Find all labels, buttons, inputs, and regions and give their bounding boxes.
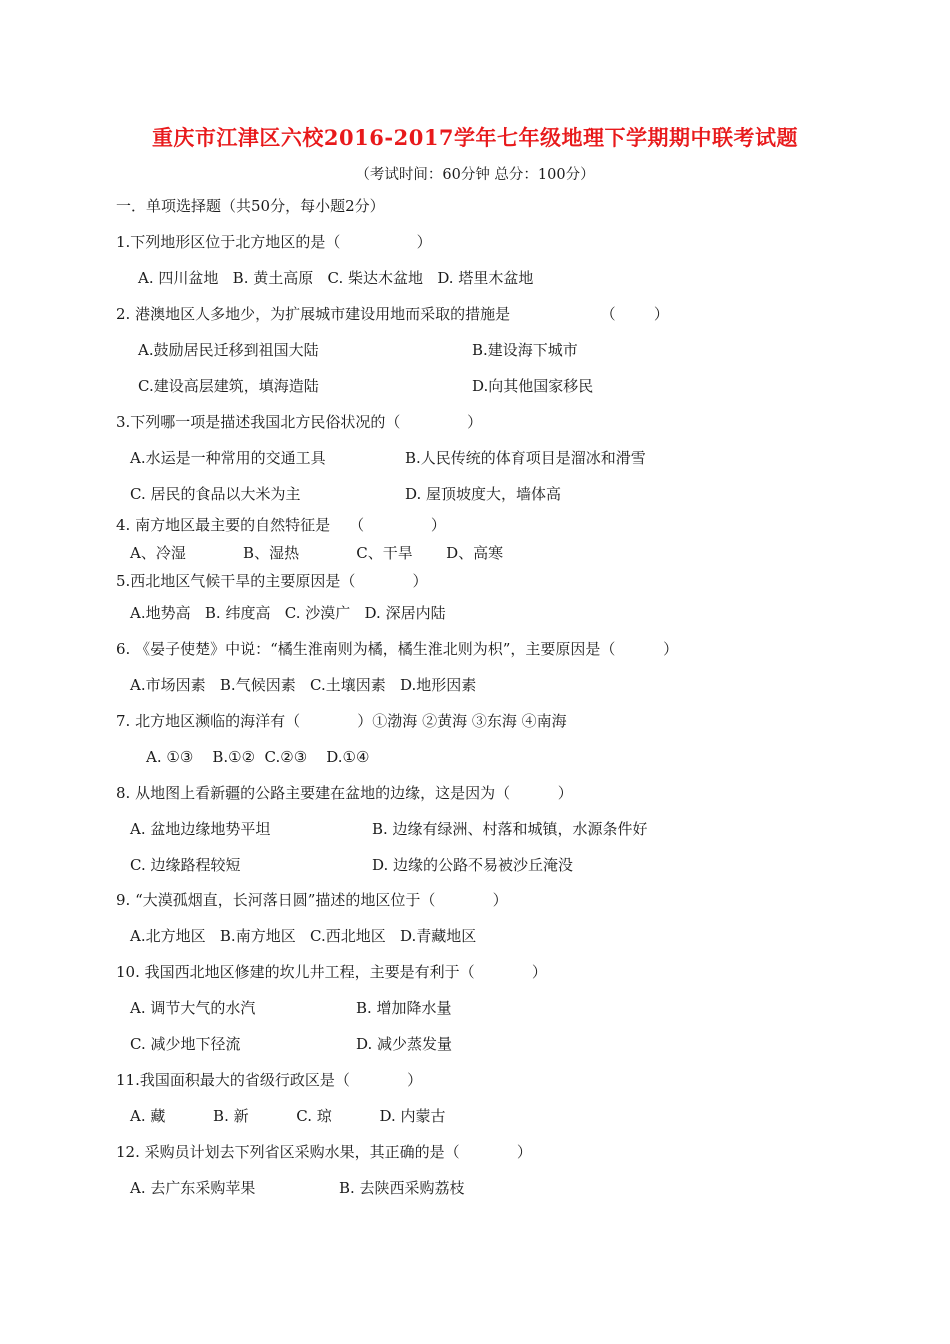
- section-heading: 一．单项选择题（共50分，每小题2分）: [116, 197, 385, 215]
- q8-option-c: C. 边缘路程较短: [130, 856, 241, 874]
- page-title: 重庆市江津区六校2016-2017学年七年级地理下学期期中联考试题: [151, 125, 799, 150]
- exam-info: （考试时间：60分钟 总分：100分）: [355, 167, 595, 183]
- q2-option-a: A.鼓励居民迁移到祖国大陆: [138, 341, 319, 359]
- q8-option-d: D. 边缘的公路不易被沙丘淹没: [372, 856, 574, 874]
- q11-options: A. 藏 B. 新 C. 琼 D. 内蒙古: [130, 1107, 446, 1125]
- q10-option-c: C. 减少地下径流: [130, 1035, 241, 1053]
- q12-option-a: A. 去广东采购苹果: [130, 1179, 256, 1197]
- q2-option-c: C.建设高层建筑，填海造陆: [138, 377, 319, 395]
- q3-option-d: D. 屋顶坡度大，墙体高: [405, 485, 562, 503]
- q7-options: A. ①③ B.①② C.②③ D.①④: [146, 748, 370, 766]
- q1-options: A. 四川盆地 B. 黄土高原 C. 柴达木盆地 D. 塔里木盆地: [138, 269, 534, 287]
- question-1: 1.下列地形区位于北方地区的是（ ）: [116, 233, 432, 251]
- question-4: 4. 南方地区最主要的自然特征是 （ ）: [116, 516, 446, 534]
- q6-options: A.市场因素 B.气候因素 C.土壤因素 D.地形因素: [130, 676, 477, 694]
- q3-option-a: A.水运是一种常用的交通工具: [130, 449, 326, 467]
- question-9: 9. “大漠孤烟直，长河落日圆”描述的地区位于（ ）: [116, 891, 508, 909]
- question-11: 11.我国面积最大的省级行政区是（ ）: [116, 1071, 423, 1089]
- q3-option-b: B.人民传统的体育项目是溜冰和滑雪: [405, 449, 646, 467]
- q10-option-b: B. 增加降水量: [356, 999, 452, 1017]
- question-12: 12. 采购员计划去下列省区采购水果，其正确的是（ ）: [116, 1143, 532, 1161]
- q10-option-d: D. 减少蒸发量: [356, 1035, 453, 1053]
- question-10: 10. 我国西北地区修建的坎儿井工程，主要是有利于（ ）: [116, 963, 547, 981]
- q12-option-b: B. 去陕西采购荔枝: [339, 1179, 465, 1197]
- q8-option-a: A. 盆地边缘地势平坦: [130, 820, 271, 838]
- q2-option-b: B.建设海下城市: [472, 341, 578, 359]
- question-3: 3.下列哪一项是描述我国北方民俗状况的（ ）: [116, 413, 483, 431]
- question-5: 5.西北地区气候干旱的主要原因是（ ）: [116, 572, 428, 590]
- q5-options: A.地势高 B. 纬度高 C. 沙漠广 D. 深居内陆: [130, 604, 446, 622]
- question-6: 6. 《晏子使楚》中说：“橘生淮南则为橘，橘生淮北则为枳”，主要原因是（ ）: [116, 640, 679, 658]
- q2-option-d: D.向其他国家移民: [472, 377, 594, 395]
- question-7: 7. 北方地区濒临的海洋有（ ）①渤海 ②黄海 ③东海 ④南海: [116, 712, 567, 730]
- q8-option-b: B. 边缘有绿洲、村落和城镇，水源条件好: [372, 820, 648, 838]
- q9-options: A.北方地区 B.南方地区 C.西北地区 D.青藏地区: [130, 927, 477, 945]
- q3-option-c: C. 居民的食品以大米为主: [130, 485, 301, 503]
- question-8: 8. 从地图上看新疆的公路主要建在盆地的边缘，这是因为（ ）: [116, 784, 573, 802]
- q10-option-a: A. 调节大气的水汽: [130, 999, 256, 1017]
- question-2: 2. 港澳地区人多地少，为扩展城市建设用地而采取的措施是 （ ）: [116, 305, 669, 323]
- q4-options: A、冷湿 B、湿热 C、干旱 D、高寒: [130, 544, 504, 562]
